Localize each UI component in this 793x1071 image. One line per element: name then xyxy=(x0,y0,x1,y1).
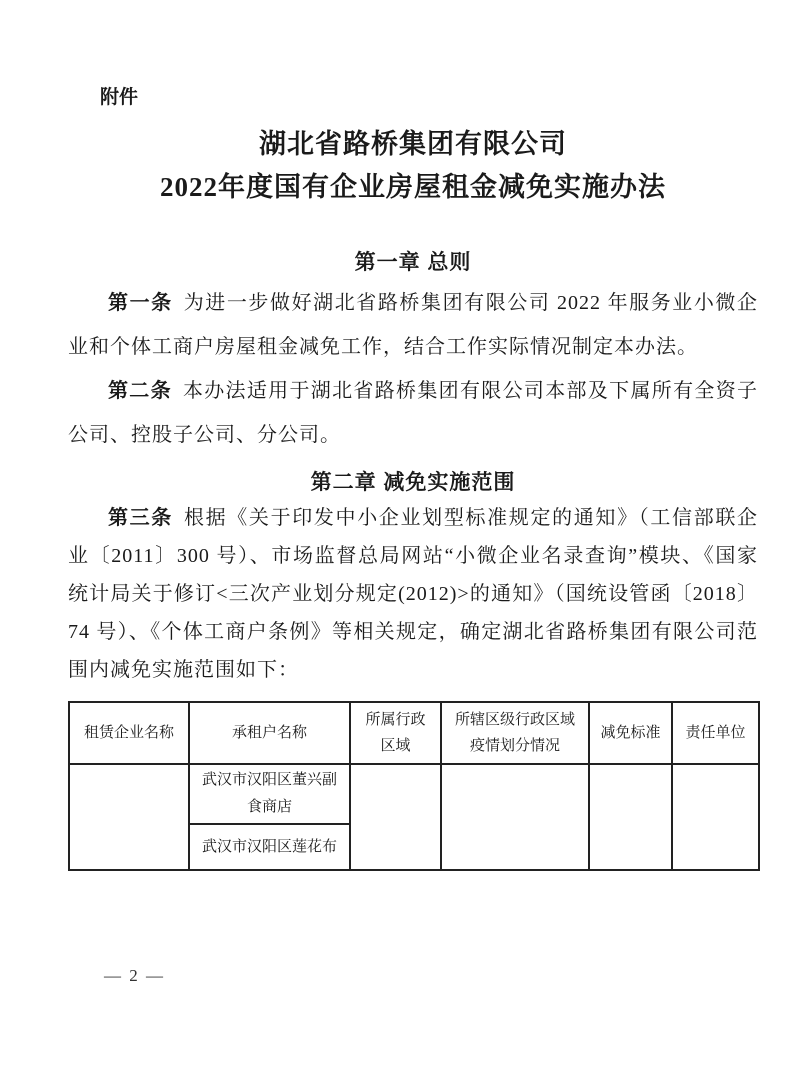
attachment-label: 附件 xyxy=(100,87,139,108)
article3-text: 根据《关于印发中小企业划型标准规定的通知》（工信部联企业〔2011〕300 号）、市场监督总局网站“小微企业名录查询”模块、《国家统计局关于修订<三次产业划分规定(2012)>的通知》（国统设管函〔2018〕74 号）、《个体工商户条例》等相关规定，确定湖北省路桥集团有限公司范围内减免实施范围如下： xyxy=(68,507,759,681)
table-row xyxy=(69,764,759,824)
cell-admin-region xyxy=(350,764,441,870)
article2-text: 本办法适用于湖北省路桥集团有限公司本部及下属所有全资子公司、控股子公司、分公司。 xyxy=(68,380,759,446)
article2-label: 第二条 xyxy=(108,380,172,402)
page-number: — 2 — xyxy=(104,966,165,985)
cell-responsible-unit xyxy=(672,764,759,870)
document-title-line2: 2022年度国有企业房屋租金减免实施办法 xyxy=(160,172,666,202)
col-header-leasing-company: 租赁企业名称 xyxy=(69,702,189,764)
cell-tenant-name: 武汉市汉阳区董兴副食商店 xyxy=(189,764,350,824)
col-header-responsible-unit: 责任单位 xyxy=(672,702,759,764)
article1-paragraph xyxy=(68,281,758,369)
article1-text: 为进一步做好湖北省路桥集团有限公司 2022 年服务业小微企业和个体工商户房屋租金减免工作，结合工作实际情况制定本办法。 xyxy=(68,292,759,358)
cell-leasing-company xyxy=(69,764,189,870)
article3-paragraph xyxy=(68,499,758,689)
cell-reduction-standard xyxy=(589,764,672,870)
col-header-reduction-standard: 减免标准 xyxy=(589,702,672,764)
chapter1-heading: 第一章 总则 xyxy=(354,251,472,274)
col-header-admin-region: 所属行政区域 xyxy=(350,702,441,764)
table-header-row xyxy=(69,702,759,764)
article3-label: 第三条 xyxy=(108,507,173,529)
col-header-tenant-name: 承租户名称 xyxy=(189,702,350,764)
article2-paragraph xyxy=(68,369,758,457)
article1-label: 第一条 xyxy=(108,292,173,314)
cell-tenant-name: 武汉市汉阳区莲花布 xyxy=(189,824,350,870)
col-header-epidemic-classification: 所辖区级行政区域疫情划分情况 xyxy=(441,702,589,764)
reduction-scope-table xyxy=(68,701,760,871)
chapter2-heading: 第二章 减免实施范围 xyxy=(310,471,516,494)
cell-epidemic-classification xyxy=(441,764,589,870)
document-title-line1: 湖北省路桥集团有限公司 xyxy=(259,129,567,159)
